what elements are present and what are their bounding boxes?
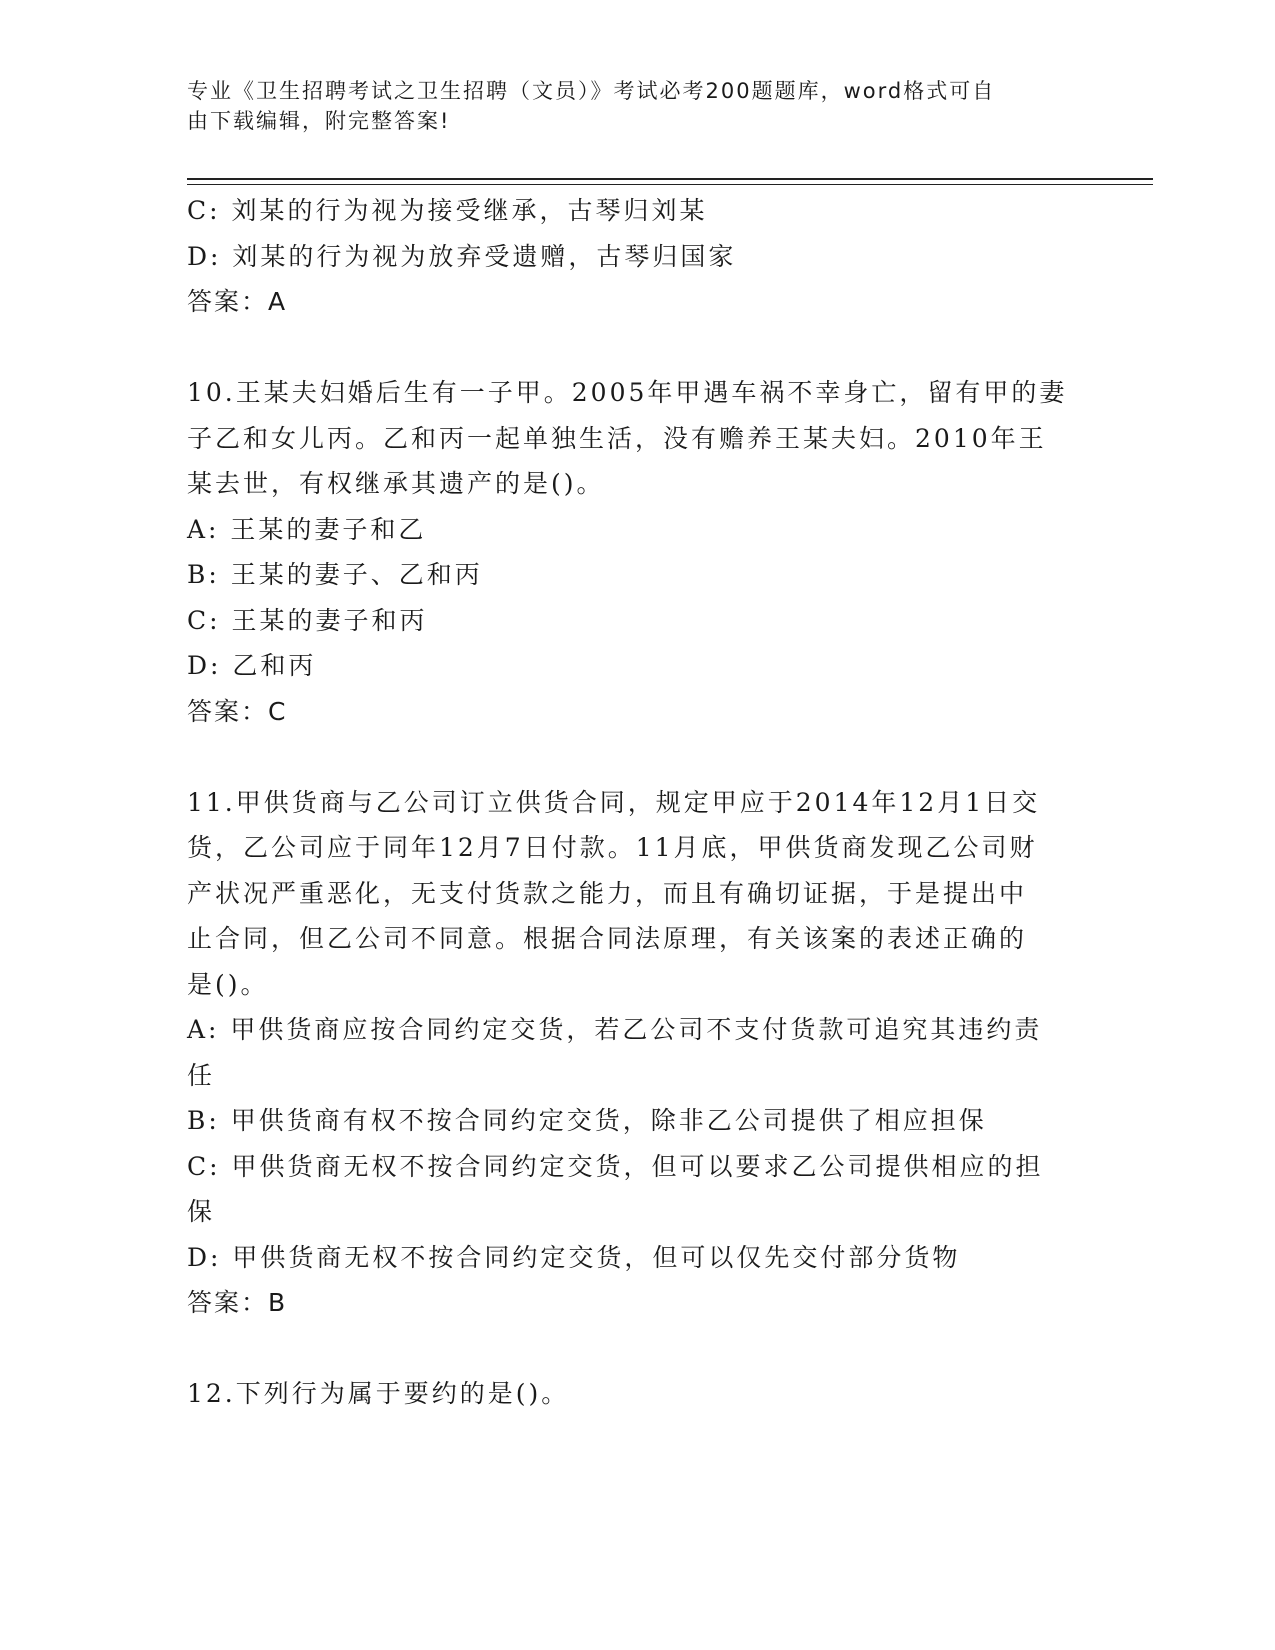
header-rule-thick <box>187 178 1153 180</box>
option-d: D: 刘某的行为视为放弃受遗赠，古琴归国家 <box>187 241 737 271</box>
spacer <box>187 734 1087 780</box>
option-c: C: 甲供货商无权不按合同约定交货，但可以要求乙公司提供相应的担 <box>187 1151 1044 1181</box>
answer: 答案：A <box>187 287 288 316</box>
option-c: C: 刘某的行为视为接受继承，古琴归刘某 <box>187 196 708 225</box>
option-c: C: 王某的妻子和丙 <box>187 605 428 635</box>
option-d: D: 甲供货商无权不按合同约定交货，但可以仅先交付部分货物 <box>187 1242 961 1272</box>
option-b: B: 王某的妻子、乙和丙 <box>187 560 483 589</box>
option-b: B: 甲供货商有权不按合同约定交货，除非乙公司提供了相应担保 <box>187 1106 987 1135</box>
question-stem-line: 12.下列行为属于要约的是()。 <box>187 1379 570 1408</box>
spacer <box>187 1326 1087 1372</box>
question-stem-line: 10.王某夫妇婚后生有一子甲。2005年甲遇车祸不幸身亡，留有甲的妻 <box>187 378 1068 407</box>
option-a-continued: 任 <box>187 1060 216 1090</box>
option-a: A: 王某的妻子和乙 <box>187 514 427 544</box>
document-body <box>187 188 1087 1417</box>
question-10 <box>187 370 1087 734</box>
header-rule-thin <box>187 184 1153 185</box>
spacer <box>187 325 1087 371</box>
question-stem-line: 11.甲供货商与乙公司订立供货合同，规定甲应于2014年12月1日交 <box>187 787 1041 817</box>
header-line-1: 专业《卫生招聘考试之卫生招聘（文员）》考试必考200题题库，word格式可自 <box>187 79 996 103</box>
header-line-2: 由下载编辑，附完整答案! <box>187 109 451 133</box>
question-12 <box>187 1371 1087 1417</box>
answer: 答案：B <box>187 1288 288 1317</box>
answer: 答案：C <box>187 696 288 726</box>
option-a: A: 甲供货商应按合同约定交货，若乙公司不支付货款可追究其违约责 <box>187 1015 1043 1044</box>
question-stem-line: 某去世，有权继承其遗产的是()。 <box>187 469 605 498</box>
option-c-continued: 保 <box>187 1197 216 1226</box>
question-stem-line: 止合同，但乙公司不同意。根据合同法原理，有关该案的表述正确的 <box>187 924 1028 953</box>
question-11 <box>187 780 1087 1326</box>
question-stem-line: 子乙和女儿丙。乙和丙一起单独生活，没有赡养王某夫妇。2010年王 <box>187 423 1047 453</box>
question-stem-line: 产状况严重恶化，无支付货款之能力，而且有确切证据，于是提出中 <box>187 878 1028 908</box>
option-d: D: 乙和丙 <box>187 651 317 680</box>
question-9-tail <box>187 188 1087 325</box>
document-header <box>187 76 1067 136</box>
question-stem-line: 货，乙公司应于同年12月7日付款。11月底，甲供货商发现乙公司财 <box>187 833 1038 862</box>
question-stem-line: 是()。 <box>187 969 269 999</box>
